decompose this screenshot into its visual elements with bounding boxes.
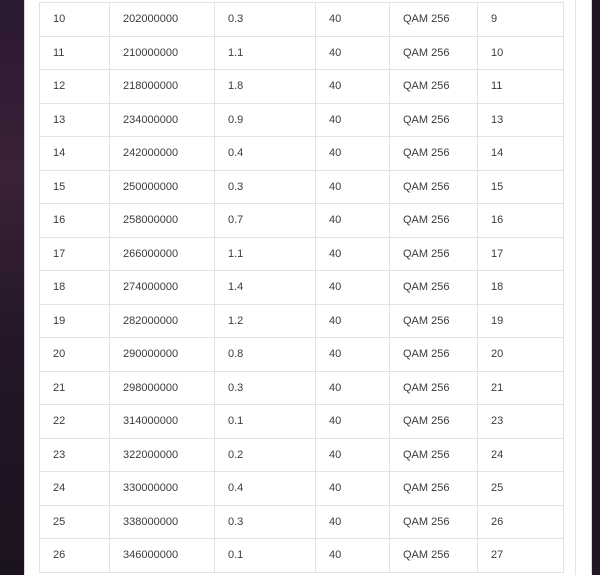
snr-cell: 40 [316, 338, 390, 372]
frequency-cell: 346000000 [110, 539, 215, 573]
table-row [40, 304, 564, 338]
power-cell: 0.8 [215, 338, 316, 372]
frequency-cell: 258000000 [110, 204, 215, 238]
channel-id-cell: 19 [478, 304, 564, 338]
table-row [40, 3, 564, 37]
modulation-cell: QAM 256 [390, 237, 478, 271]
power-cell: 1.1 [215, 237, 316, 271]
power-cell: 0.4 [215, 472, 316, 506]
modulation-cell: QAM 256 [390, 304, 478, 338]
snr-cell: 40 [316, 472, 390, 506]
table-row [40, 405, 564, 439]
content-panel [24, 0, 592, 575]
downstream-channel-table [39, 2, 564, 573]
snr-cell: 40 [316, 137, 390, 171]
modulation-cell: QAM 256 [390, 271, 478, 305]
frequency-cell: 242000000 [110, 137, 215, 171]
power-cell: 0.7 [215, 204, 316, 238]
frequency-cell: 338000000 [110, 505, 215, 539]
channel-id-cell: 9 [478, 3, 564, 37]
power-cell: 1.4 [215, 271, 316, 305]
modulation-cell: QAM 256 [390, 204, 478, 238]
frequency-cell: 202000000 [110, 3, 215, 37]
power-cell: 0.3 [215, 3, 316, 37]
power-cell: 0.3 [215, 371, 316, 405]
snr-cell: 40 [316, 70, 390, 104]
modulation-cell: QAM 256 [390, 539, 478, 573]
modulation-cell: QAM 256 [390, 338, 478, 372]
channel-id-cell: 26 [478, 505, 564, 539]
channel-cell: 22 [40, 405, 110, 439]
channel-cell: 15 [40, 170, 110, 204]
channel-cell: 21 [40, 371, 110, 405]
table-row [40, 338, 564, 372]
channel-cell: 20 [40, 338, 110, 372]
power-cell: 0.3 [215, 170, 316, 204]
channel-id-cell: 13 [478, 103, 564, 137]
frequency-cell: 290000000 [110, 338, 215, 372]
modulation-cell: QAM 256 [390, 70, 478, 104]
channel-cell: 14 [40, 137, 110, 171]
power-cell: 0.9 [215, 103, 316, 137]
power-cell: 0.1 [215, 539, 316, 573]
snr-cell: 40 [316, 371, 390, 405]
channel-id-cell: 21 [478, 371, 564, 405]
channel-cell: 10 [40, 3, 110, 37]
snr-cell: 40 [316, 271, 390, 305]
modulation-cell: QAM 256 [390, 472, 478, 506]
frequency-cell: 266000000 [110, 237, 215, 271]
channel-cell: 18 [40, 271, 110, 305]
channel-id-cell: 11 [478, 70, 564, 104]
modulation-cell: QAM 256 [390, 36, 478, 70]
channel-id-cell: 14 [478, 137, 564, 171]
snr-cell: 40 [316, 237, 390, 271]
channel-id-cell: 25 [478, 472, 564, 506]
power-cell: 0.4 [215, 137, 316, 171]
frequency-cell: 234000000 [110, 103, 215, 137]
channel-cell: 25 [40, 505, 110, 539]
table-row [40, 371, 564, 405]
table-row [40, 539, 564, 573]
channel-cell: 11 [40, 36, 110, 70]
power-cell: 1.8 [215, 70, 316, 104]
channel-id-cell: 20 [478, 338, 564, 372]
table-row [40, 36, 564, 70]
channel-id-cell: 16 [478, 204, 564, 238]
snr-cell: 40 [316, 539, 390, 573]
channel-id-cell: 23 [478, 405, 564, 439]
snr-cell: 40 [316, 505, 390, 539]
channel-id-cell: 27 [478, 539, 564, 573]
frequency-cell: 274000000 [110, 271, 215, 305]
modulation-cell: QAM 256 [390, 405, 478, 439]
table-row [40, 438, 564, 472]
frequency-cell: 298000000 [110, 371, 215, 405]
modulation-cell: QAM 256 [390, 137, 478, 171]
frequency-cell: 314000000 [110, 405, 215, 439]
power-cell: 0.1 [215, 405, 316, 439]
snr-cell: 40 [316, 405, 390, 439]
channel-cell: 12 [40, 70, 110, 104]
snr-cell: 40 [316, 3, 390, 37]
table-row [40, 271, 564, 305]
modulation-cell: QAM 256 [390, 371, 478, 405]
channel-id-cell: 17 [478, 237, 564, 271]
frequency-cell: 322000000 [110, 438, 215, 472]
background-left-edge [0, 0, 24, 575]
frequency-cell: 218000000 [110, 70, 215, 104]
channel-id-cell: 10 [478, 36, 564, 70]
snr-cell: 40 [316, 36, 390, 70]
table-row [40, 204, 564, 238]
snr-cell: 40 [316, 438, 390, 472]
channel-cell: 16 [40, 204, 110, 238]
table-row [40, 237, 564, 271]
panel-inner-divider [575, 0, 576, 575]
power-cell: 1.2 [215, 304, 316, 338]
modulation-cell: QAM 256 [390, 3, 478, 37]
snr-cell: 40 [316, 103, 390, 137]
channel-table-container [39, 2, 563, 573]
frequency-cell: 250000000 [110, 170, 215, 204]
modulation-cell: QAM 256 [390, 170, 478, 204]
channel-id-cell: 18 [478, 271, 564, 305]
table-body [40, 3, 564, 573]
frequency-cell: 210000000 [110, 36, 215, 70]
power-cell: 1.1 [215, 36, 316, 70]
channel-id-cell: 15 [478, 170, 564, 204]
modulation-cell: QAM 256 [390, 505, 478, 539]
channel-cell: 13 [40, 103, 110, 137]
snr-cell: 40 [316, 204, 390, 238]
snr-cell: 40 [316, 170, 390, 204]
modulation-cell: QAM 256 [390, 438, 478, 472]
table-row [40, 137, 564, 171]
table-row [40, 170, 564, 204]
channel-cell: 17 [40, 237, 110, 271]
table-row [40, 472, 564, 506]
frequency-cell: 282000000 [110, 304, 215, 338]
snr-cell: 40 [316, 304, 390, 338]
modulation-cell: QAM 256 [390, 103, 478, 137]
table-row [40, 103, 564, 137]
power-cell: 0.3 [215, 505, 316, 539]
channel-cell: 23 [40, 438, 110, 472]
frequency-cell: 330000000 [110, 472, 215, 506]
table-row [40, 70, 564, 104]
channel-cell: 19 [40, 304, 110, 338]
channel-cell: 24 [40, 472, 110, 506]
channel-id-cell: 24 [478, 438, 564, 472]
table-row [40, 505, 564, 539]
channel-cell: 26 [40, 539, 110, 573]
power-cell: 0.2 [215, 438, 316, 472]
